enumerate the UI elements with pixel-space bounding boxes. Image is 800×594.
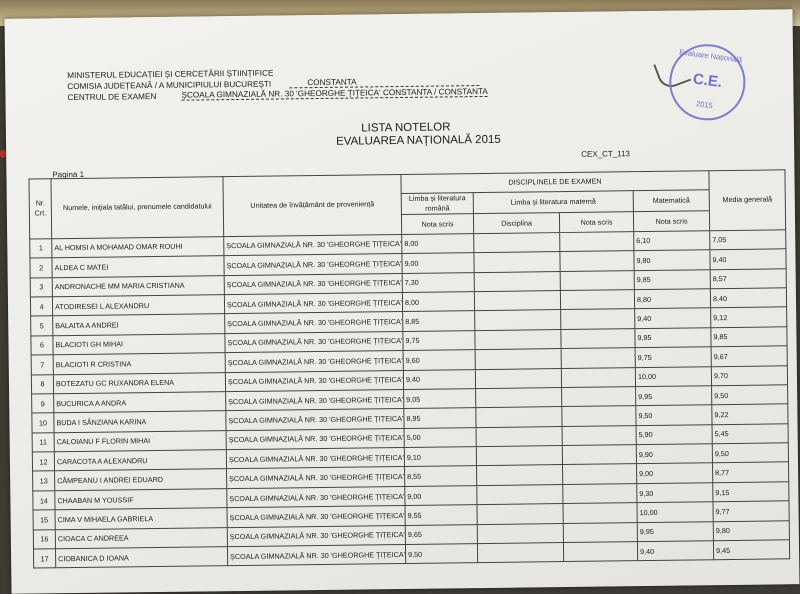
romanian-grade: 9,65 [405, 524, 477, 544]
math-grade: 6,10 [634, 231, 710, 251]
math-grade: 8,80 [634, 289, 710, 309]
math-grade: 9,80 [634, 250, 710, 270]
average-grade: 9,70 [711, 365, 787, 385]
school-name: ȘCOALA GIMNAZIALĂ NR. 30 'GHEORGHE ȚIȚEICA' [224, 273, 402, 295]
row-number: 3 [30, 277, 52, 297]
maternal-grade [563, 503, 637, 523]
school-name: ȘCOALA GIMNAZIALĂ NR. 30 'GHEORGHE ȚIȚEICA' [227, 506, 405, 528]
average-grade: 5,45 [712, 423, 788, 443]
maternal-grade [561, 328, 635, 348]
row-number: 2 [30, 258, 52, 278]
maternal-grade [563, 522, 637, 542]
col-header-nr: Nr. Crt. [29, 179, 52, 239]
average-grade: 7,05 [710, 230, 786, 250]
average-grade: 9,80 [713, 520, 789, 540]
school-name: ȘCOALA GIMNAZIALĂ NR. 30 'GHEORGHE ȚIȚEICA' [226, 409, 404, 431]
school-name: ȘCOALA GIMNAZIALĂ NR. 30 'GHEORGHE ȚIȚEICA' [227, 467, 405, 489]
average-grade: 8,40 [710, 288, 786, 308]
candidate-name: CIOBANICA D IOANA [55, 547, 227, 568]
maternal-discipline [475, 349, 561, 369]
row-number: 10 [32, 413, 54, 433]
candidate-name: BLACIOTI R CRISTINA [53, 353, 225, 374]
row-number: 12 [32, 452, 54, 472]
col-header-name: Numele, inițiala tatălui, prenumele candidatului [51, 177, 224, 239]
row-number: 16 [33, 529, 55, 549]
stamp-year: 2015 [695, 99, 714, 111]
candidate-name: CHAABAN M YOUSSIF [55, 489, 227, 510]
row-number: 9 [32, 394, 54, 414]
math-grade: 9,90 [636, 444, 712, 464]
maternal-grade [562, 406, 636, 426]
row-number: 14 [33, 491, 55, 511]
row-number: 6 [31, 336, 53, 356]
romanian-grade: 9,00 [402, 253, 474, 273]
school-name: ȘCOALA GIMNAZIALĂ NR. 30 'GHEORGHE ȚIȚEICA' [226, 448, 404, 470]
row-number: 4 [30, 297, 52, 317]
math-grade: 9,40 [635, 308, 711, 328]
col-header-disciplines: DISCIPLINELE DE EXAMEN [401, 171, 709, 194]
average-grade: 9,77 [713, 501, 789, 521]
exam-center-name: ȘCOALA GIMNAZIALĂ NR. 30 'GHEORGHE ȚIȚEICA' CONSTANTA / CONSTANTA [181, 86, 488, 100]
maternal-discipline [474, 252, 560, 272]
average-grade: 8,77 [713, 462, 789, 482]
row-number: 7 [31, 355, 53, 375]
maternal-grade [562, 425, 636, 445]
candidate-name: BUCURICA A ANDRA [54, 392, 226, 413]
official-stamp [665, 40, 750, 125]
math-grade: 9,75 [635, 347, 711, 367]
maternal-discipline [474, 271, 560, 291]
romanian-grade: 8,85 [403, 311, 475, 331]
row-number: 11 [32, 432, 54, 452]
math-grade: 5,90 [636, 424, 712, 444]
maternal-discipline [477, 465, 563, 485]
maternal-grade [562, 445, 636, 465]
school-name: ȘCOALA GIMNAZIALĂ NR. 30 'GHEORGHE ȚIȚEICA' [227, 545, 405, 567]
maternal-discipline [476, 407, 562, 427]
school-name: ȘCOALA GIMNAZIALĂ NR. 30 'GHEORGHE ȚIȚEICA' [226, 428, 404, 450]
school-name: ȘCOALA GIMNAZIALĂ NR. 30 'GHEORGHE ȚIȚEICA' [227, 486, 405, 508]
school-name: ȘCOALA GIMNAZIALĂ NR. 30 'GHEORGHE ȚIȚEICA' [225, 312, 403, 334]
row-number: 5 [31, 316, 53, 336]
maternal-discipline [475, 329, 561, 349]
document-page [5, 9, 800, 594]
col-header-romanian: Limba și literatura română [401, 193, 473, 215]
maternal-discipline [477, 484, 563, 504]
grades-table [28, 169, 790, 569]
maternal-discipline [477, 504, 563, 524]
math-grade: 9,30 [637, 483, 713, 503]
maternal-grade [561, 309, 635, 329]
col-header-discipline: Disciplina [473, 213, 559, 233]
romanian-grade: 9,55 [405, 505, 477, 525]
col-header-school: Unitatea de învățământ de proveniență [223, 175, 402, 237]
maternal-grade [563, 464, 637, 484]
maternal-discipline [475, 368, 561, 388]
average-grade: 9,50 [712, 443, 788, 463]
math-grade: 9,50 [636, 405, 712, 425]
school-name: ȘCOALA GIMNAZIALĂ NR. 30 'GHEORGHE ȚIȚEICA' [224, 254, 402, 276]
col-header-math-written: Nota scris [633, 211, 709, 231]
candidate-name: ANDRONACHE MM MARIA CRISTIANA [52, 275, 224, 296]
romanian-grade: 9,00 [405, 485, 477, 505]
maternal-discipline [474, 232, 560, 252]
romanian-grade: 8,00 [402, 292, 474, 312]
average-grade: 9,45 [713, 540, 789, 560]
school-name: ȘCOALA GIMNAZIALĂ NR. 30 'GHEORGHE ȚIȚEICA' [225, 370, 403, 392]
commission-name: COMISIA JUDEȚEANĂ / A MUNICIPIULUI BUCUREȘTI [67, 79, 272, 92]
romanian-grade: 9,40 [403, 369, 475, 389]
row-number: 17 [33, 549, 55, 569]
school-name: ȘCOALA GIMNAZIALĂ NR. 30 'GHEORGHE ȚIȚEICA' [227, 525, 405, 547]
col-header-ro-written: Nota scris [401, 214, 473, 234]
romanian-grade: 5,00 [404, 427, 476, 447]
maternal-discipline [475, 310, 561, 330]
exam-center-label: CENTRUL DE EXAMEN [67, 92, 157, 103]
math-grade: 9,40 [637, 541, 713, 561]
math-grade: 9,95 [637, 521, 713, 541]
subtitle-line: EVALUAREA NAȚIONALĂ 2015 [335, 133, 501, 148]
col-header-math: Matematică [633, 190, 709, 212]
document-title [335, 121, 501, 149]
math-grade: 10,00 [637, 502, 713, 522]
candidate-name: CALOIANU F FLORIN MIHAI [54, 430, 226, 451]
candidate-name: ATODIRESEI L ALEXANDRU [52, 295, 224, 316]
stamp-center-text: C.E. [691, 70, 724, 92]
maternal-grade [560, 251, 634, 271]
maternal-grade [562, 387, 636, 407]
maternal-discipline [474, 291, 560, 311]
math-grade: 9,95 [635, 327, 711, 347]
maternal-grade [560, 270, 634, 290]
candidate-name: BALAITA A ANDREI [53, 314, 225, 335]
candidate-name: AL HOMSI A MOHAMAD OMAR ROUHI [52, 236, 224, 257]
col-header-maternal-written: Nota scris [559, 212, 633, 232]
candidate-name: CÂMPEANU I ANDREI EDUARD [55, 469, 227, 490]
row-number: 13 [33, 471, 55, 491]
school-name: ȘCOALA GIMNAZIALĂ NR. 30 'GHEORGHE ȚIȚEICA' [225, 351, 403, 373]
maternal-grade [560, 231, 634, 251]
average-grade: 9,22 [712, 404, 788, 424]
school-name: ȘCOALA GIMNAZIALĂ NR. 30 'GHEORGHE ȚIȚEICA' [225, 331, 403, 353]
row-number: 1 [30, 239, 52, 259]
candidate-name: BUDA I SÂNZIANA KARINA [54, 411, 226, 432]
candidate-name: CARACOTA A ALEXANDRU [54, 450, 226, 471]
stamp-ring-text: Evaluare Națională [678, 47, 743, 65]
romanian-grade: 9,05 [404, 389, 476, 409]
maternal-discipline [476, 426, 562, 446]
pin-marker [0, 150, 6, 158]
romanian-grade: 9,60 [403, 350, 475, 370]
page-number: Pagina 1 [52, 169, 85, 180]
county-name: CONSTANTA [289, 76, 479, 88]
candidate-name: CIMA V MIHAELA GABRIELA [55, 508, 227, 529]
school-name: ȘCOALA GIMNAZIALĂ NR. 30 'GHEORGHE ȚIȚEICA' [224, 234, 402, 256]
romanian-grade: 8,00 [402, 233, 474, 253]
candidate-name: ALDEA C MATEI [52, 256, 224, 277]
maternal-discipline [477, 523, 563, 543]
maternal-discipline [477, 543, 563, 563]
maternal-grade [563, 484, 637, 504]
romanian-grade: 8,55 [405, 466, 477, 486]
maternal-grade [563, 542, 637, 562]
average-grade: 9,85 [711, 327, 787, 347]
maternal-discipline [476, 446, 562, 466]
average-grade: 9,50 [712, 385, 788, 405]
average-grade: 9,12 [711, 307, 787, 327]
romanian-grade: 7,30 [402, 272, 474, 292]
row-number: 15 [33, 510, 55, 530]
maternal-grade [561, 348, 635, 368]
candidate-name: BLACIOTI GH MIHAI [53, 333, 225, 354]
romanian-grade: 9,50 [405, 544, 477, 564]
grades-table-body [30, 230, 790, 569]
average-grade: 8,57 [710, 268, 786, 288]
row-number: 8 [31, 374, 53, 394]
title-line: LISTA NOTELOR [361, 121, 451, 135]
ministry-name: MINISTERUL EDUCAȚIEI ȘI CERCETĂRII ȘTIINȚIFICE [67, 68, 274, 81]
candidate-name: CIOACA C ANDREEA [55, 527, 227, 548]
average-grade: 9,15 [713, 482, 789, 502]
school-name: ȘCOALA GIMNAZIALĂ NR. 30 'GHEORGHE ȚIȚEICA' [226, 389, 404, 411]
math-grade: 9,00 [637, 463, 713, 483]
average-grade: 9,40 [710, 249, 786, 269]
romanian-grade: 9,10 [404, 447, 476, 467]
col-header-average: Media generală [709, 170, 786, 231]
candidate-name: BOTEZATU GC RUXANDRA ELENA [53, 372, 225, 393]
document-code: CEX_CT_113 [581, 149, 631, 159]
math-grade: 9,85 [634, 269, 710, 289]
school-name: ȘCOALA GIMNAZIALĂ NR. 30 'GHEORGHE ȚIȚEICA' [224, 292, 402, 314]
math-grade: 9,95 [636, 386, 712, 406]
maternal-grade [561, 367, 635, 387]
average-grade: 9,67 [711, 346, 787, 366]
math-grade: 10,00 [635, 366, 711, 386]
maternal-grade [560, 290, 634, 310]
romanian-grade: 8,95 [404, 408, 476, 428]
maternal-discipline [476, 387, 562, 407]
col-header-maternal: Limba și literatura maternă [473, 191, 633, 214]
romanian-grade: 9,75 [403, 330, 475, 350]
